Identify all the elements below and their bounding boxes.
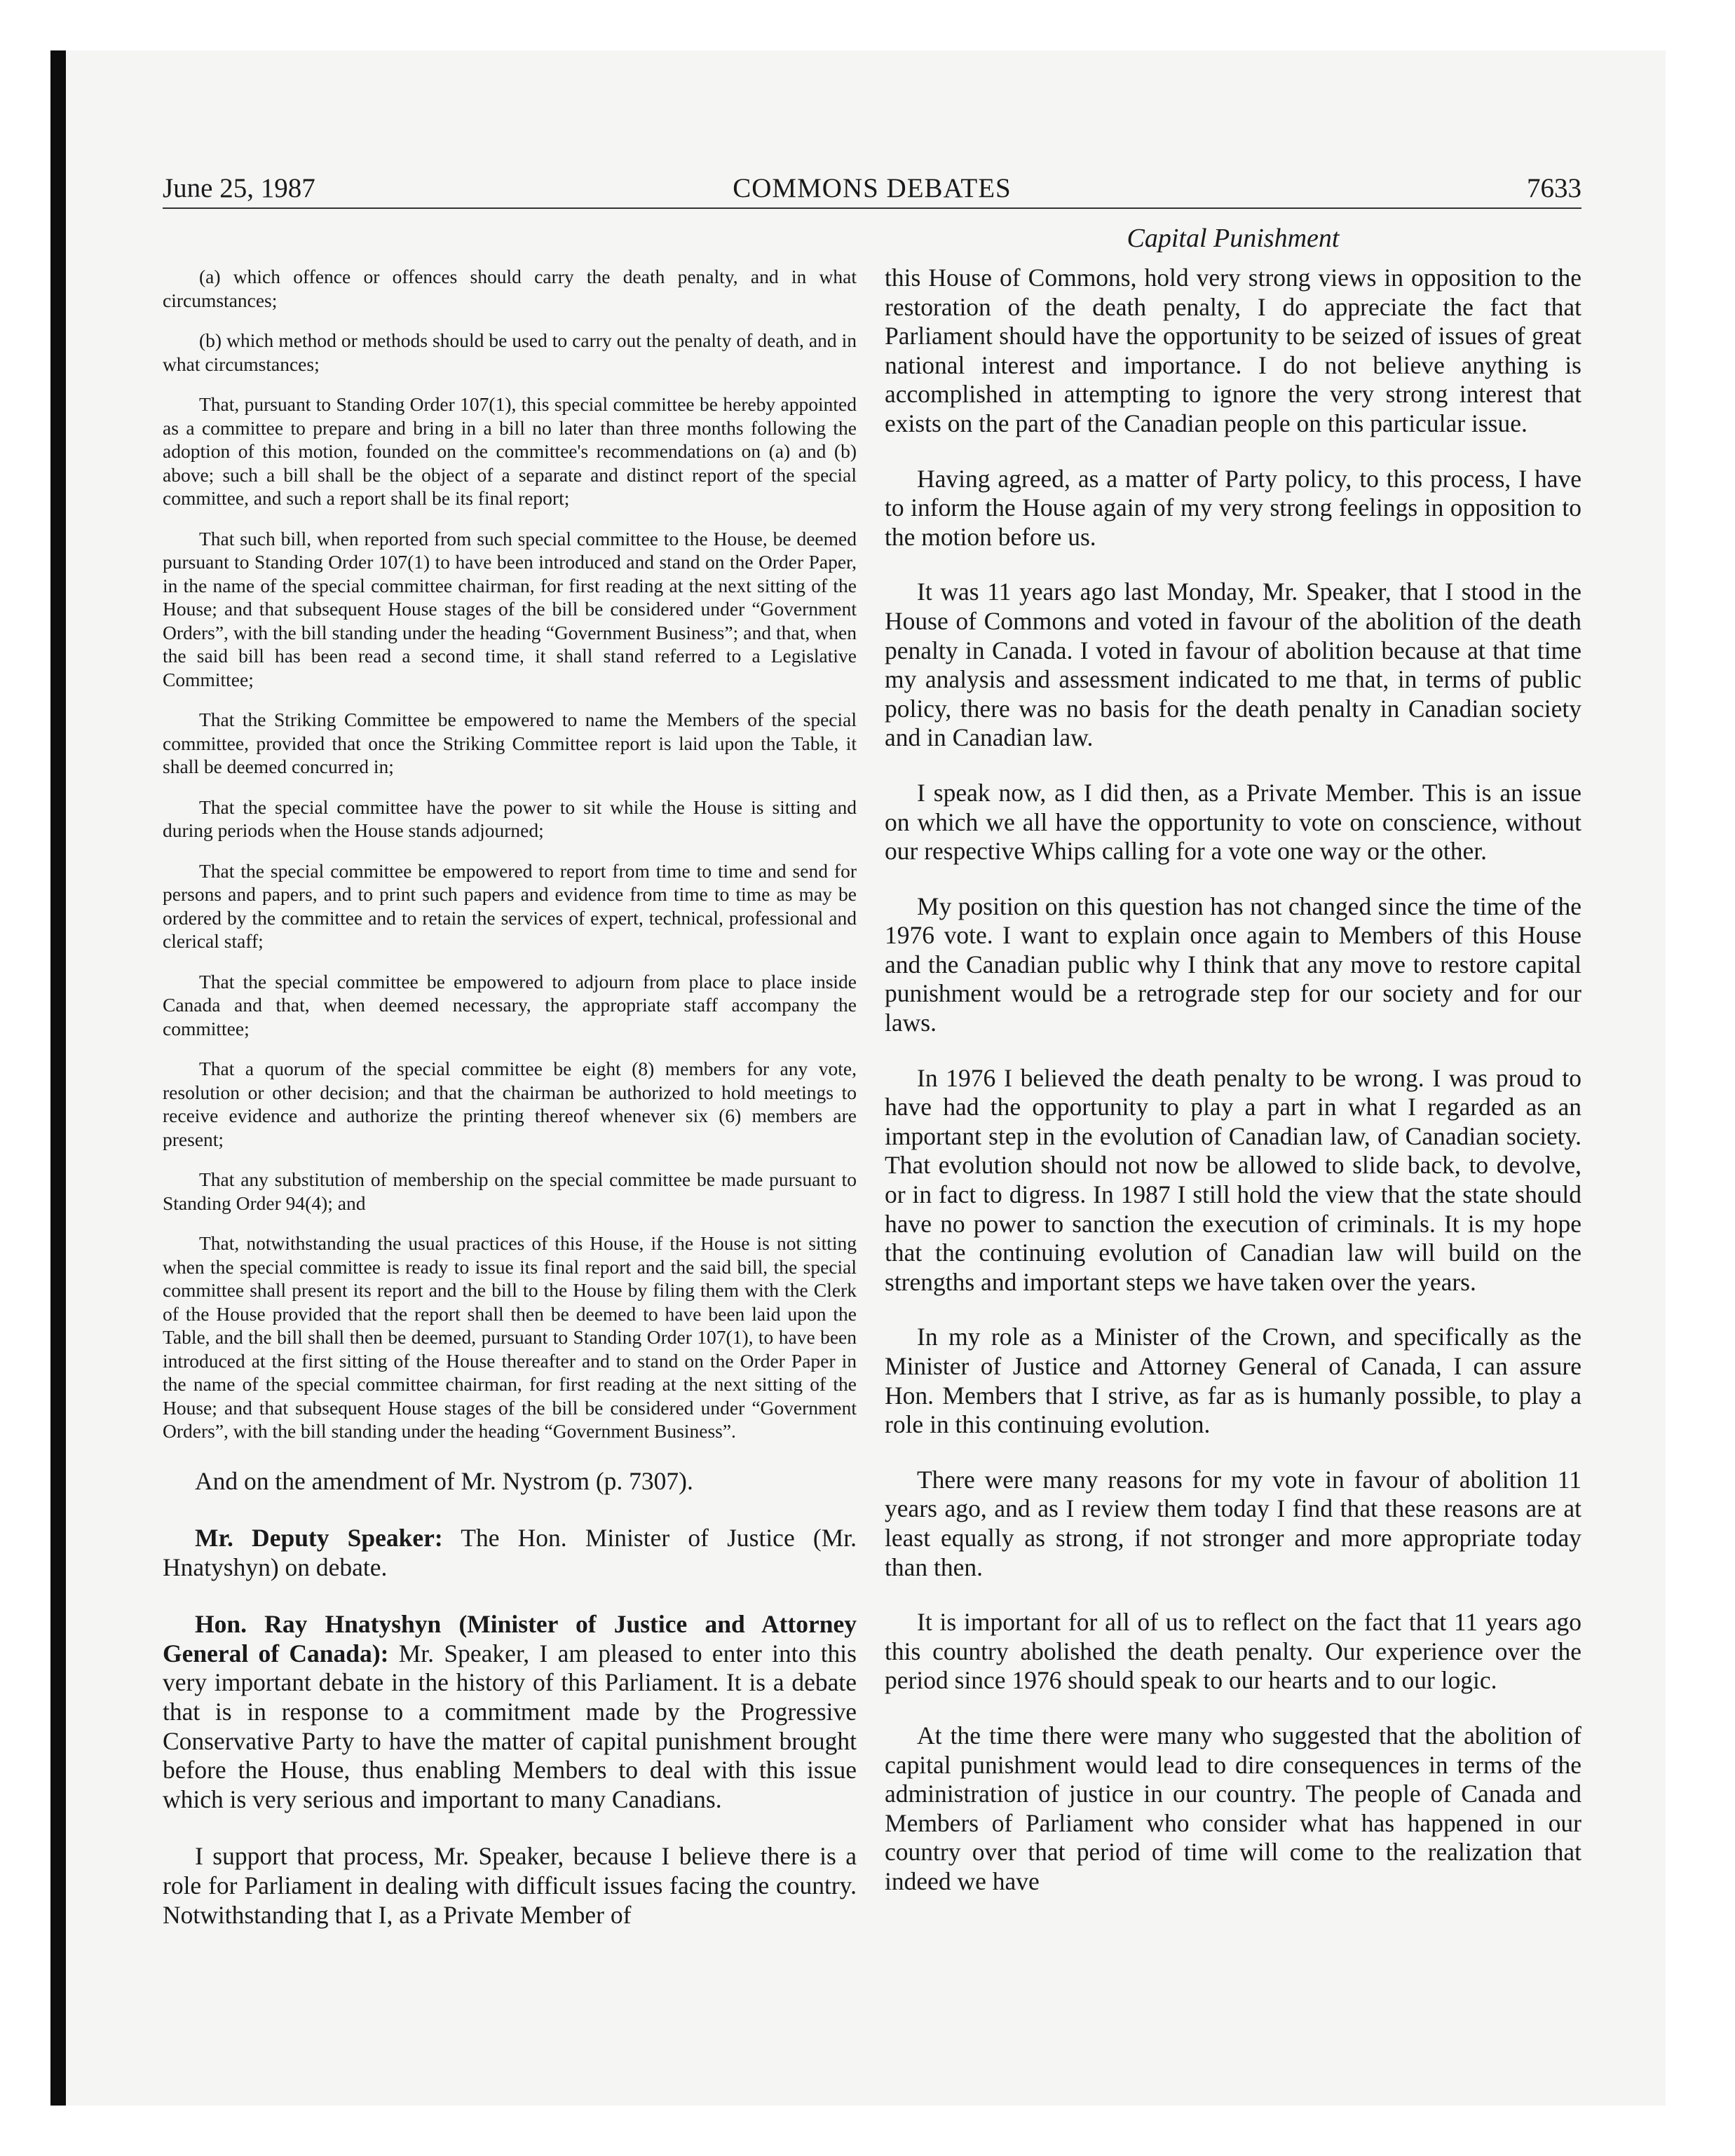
- speech-paragraph: Having agreed, as a matter of Party policy, to this process, I have to inform the House again of my very strong feelings in opposition to the motion before us.: [885, 464, 1581, 551]
- minister-paragraph: [163, 1610, 857, 1814]
- motion-paragraph: That a quorum of the special committee be eight (8) members for any vote, resolution or other decision; and that the chairman be authorized to hold meetings to receive evidence and authorize the printing thereof whenever six (6) members are present;: [163, 1058, 857, 1150]
- header-title: COMMONS DEBATES: [733, 173, 1012, 203]
- motion-paragraph: That the special committee be empowered to adjourn from place to place inside Canada and that, when deemed necessary, the appropriate staff accompany the committee;: [163, 970, 857, 1039]
- motion-paragraph: That the Striking Committee be empowered to name the Members of the special committee, provided that once the Striking Committee report is laid upon the Table, it shall be deemed concurred in;: [163, 709, 857, 777]
- speech-paragraph: this House of Commons, hold very strong views in opposition to the restoration of the death penalty, I do appreciate the fact that Parliament should have the opportunity to be seized of issues of great national interest and importance. I do not believe anything is accomplished in attempting to ignore the very strong interest that exists on the part of the Canadian people on this particular issue.: [885, 264, 1581, 437]
- speech-paragraph: It is important for all of us to reflect on the fact that 11 years ago this country abolished the death penalty. Our experience over the period since 1976 should speak to our hearts and to our logic.: [885, 1608, 1581, 1695]
- motion-paragraph: That, notwithstanding the usual practices of this House, if the House is not sitting when the special committee is ready to issue its final report and the said bill, the special committee shall present its report and the bill to the House by filing them with the Clerk of the House provided that the report shall then be deemed to have been laid upon the Table, and the bill shall then be deemed, pursuant to Standing Order 107(1), to have been introduced at the first sitting of the House thereafter and to stand on the Order Paper in the name of the special committee chairman, for first reading at the next sitting of the House; and that subsequent House stages of the bill be considered under “Government Orders”, with the bill standing under the heading “Government Business”.: [163, 1232, 857, 1442]
- amendment-paragraph: And on the amendment of Mr. Nystrom (p. 7307).: [195, 1466, 693, 1495]
- speech-paragraph: It was 11 years ago last Monday, Mr. Speaker, that I stood in the House of Commons and voted in favour of the abolition of the death penalty in Canada. I voted in favour of abolition because at that time my analysis and assessment indicated to me that, in terms of public policy, there was no basis for the death penalty in Canadian society and in Canadian law.: [885, 578, 1581, 752]
- header-date: June 25, 1987: [163, 173, 315, 203]
- speech-text: The Hon. Minister of Justice (Mr. Hnatyshyn) on debate.: [163, 1524, 857, 1581]
- left-column: [163, 210, 857, 1958]
- speech-paragraph: I speak now, as I did then, as a Private Member. This is an issue on which we all have the opportunity to vote on conscience, without our respective Whips calling for a vote one way or the other.: [885, 778, 1581, 866]
- page-number: 7633: [1527, 173, 1581, 203]
- subject-heading: Capital Punishment: [1127, 224, 1340, 253]
- motion-paragraph: (a) which offence or offences should carry the death penalty, and in what circumstances;: [163, 266, 857, 311]
- deputy-speaker-paragraph: [163, 1524, 857, 1582]
- motion-paragraph: That, pursuant to Standing Order 107(1), this special committee be hereby appointed as a committee to prepare and bring in a bill no later than three months following the adoption of this motion, founded on the committee's recommendations on (a) and (b) above; such a bill shall be the object of a separate and distinct report of the special committee, and such a report shall be its final report;: [163, 393, 857, 509]
- speech-paragraph: In my role as a Minister of the Crown, and specifically as the Minister of Justice and Attorney General of Canada, I can assure Hon. Members that I strive, as far as is humanly possible, to play a role in this continuing evolution.: [885, 1323, 1581, 1439]
- motion-paragraph: That any substitution of membership on the special committee be made pursuant to Standing Order 94(4); and: [163, 1168, 857, 1214]
- motion-paragraph: That such bill, when reported from such special committee to the House, be deemed pursuant to Standing Order 107(1) to have been introduced and stand on the Order Paper, in the name of the special committee chairman, for first reading at the next sitting of the House; and that subsequent House stages of the bill be considered under “Government Orders”, with the bill standing under the heading “Government Business”; and that, when the said bill has been read a second time, it shall stand referred to a Legislative Committee;: [163, 527, 857, 690]
- motion-paragraph: That the special committee be empowered to report from time to time and send for persons and papers, and to print such papers and evidence from time to time as may be ordered by the committee and to retain the services of expert, technical, professional and clerical staff;: [163, 859, 857, 952]
- page-header: [163, 165, 1581, 209]
- right-column: [885, 210, 1581, 1923]
- motion-paragraph: That the special committee have the power to sit while the House is sitting and during periods when the House stands adjourned;: [163, 796, 857, 841]
- speaker-name: Mr. Deputy Speaker:: [195, 1524, 443, 1553]
- speech-paragraph: At the time there were many who suggested that the abolition of capital punishment would lead to dire consequences in terms of the administration of justice in our country. The people of Canada and Members of Parliament who consider what has happened in our country over that period of time will come to the realization that indeed we have: [885, 1721, 1581, 1895]
- scan-edge: [50, 50, 66, 2106]
- speech-paragraph: My position on this question has not changed since the time of the 1976 vote. I want to explain once again to Members of this House and the Canadian public why I think that any move to restore capital punishment would be a retrograde step for our society and for our laws.: [885, 892, 1581, 1037]
- speaker-name: Hon. Ray Hnatyshyn (Minister of Justice and Attorney General of Canada):: [163, 1610, 857, 1667]
- speech-paragraph: I support that process, Mr. Speaker, because I believe there is a role for Parliament in dealing with difficult issues facing the country. Notwithstanding that I, as a Private Member of: [163, 1842, 857, 1929]
- motion-paragraph: (b) which method or methods should be used to carry out the penalty of death, and in what circumstances;: [163, 329, 857, 375]
- speech-text: Mr. Speaker, I am pleased to enter into this very important debate in the history of this Parliament. It is a debate that is in response to a commitment made by the Progressive Conservative Party to have the matter of capital punishment brought before the House, thus enabling Members to deal with this issue which is very serious and important to many Canadians.: [163, 1639, 857, 1813]
- speech-paragraph: In 1976 I believed the death penalty to be wrong. I was proud to have had the opportunity to play a part in what I regarded as an important step in the evolution of Canadian law, of Canadian society. That evolution should not now be allowed to slide back, to devolve, or in fact to digress. In 1987 I still hold the view that the state should have no power to sanction the execution of criminals. It is my hope that the continuing evolution of Canadian law will build on the strengths and important steps we have taken over the years.: [885, 1063, 1581, 1296]
- speech-paragraph: There were many reasons for my vote in favour of abolition 11 years ago, and as I review them today I find that these reasons are at least equally as strong, if not stronger and more appropriate today than then.: [885, 1465, 1581, 1581]
